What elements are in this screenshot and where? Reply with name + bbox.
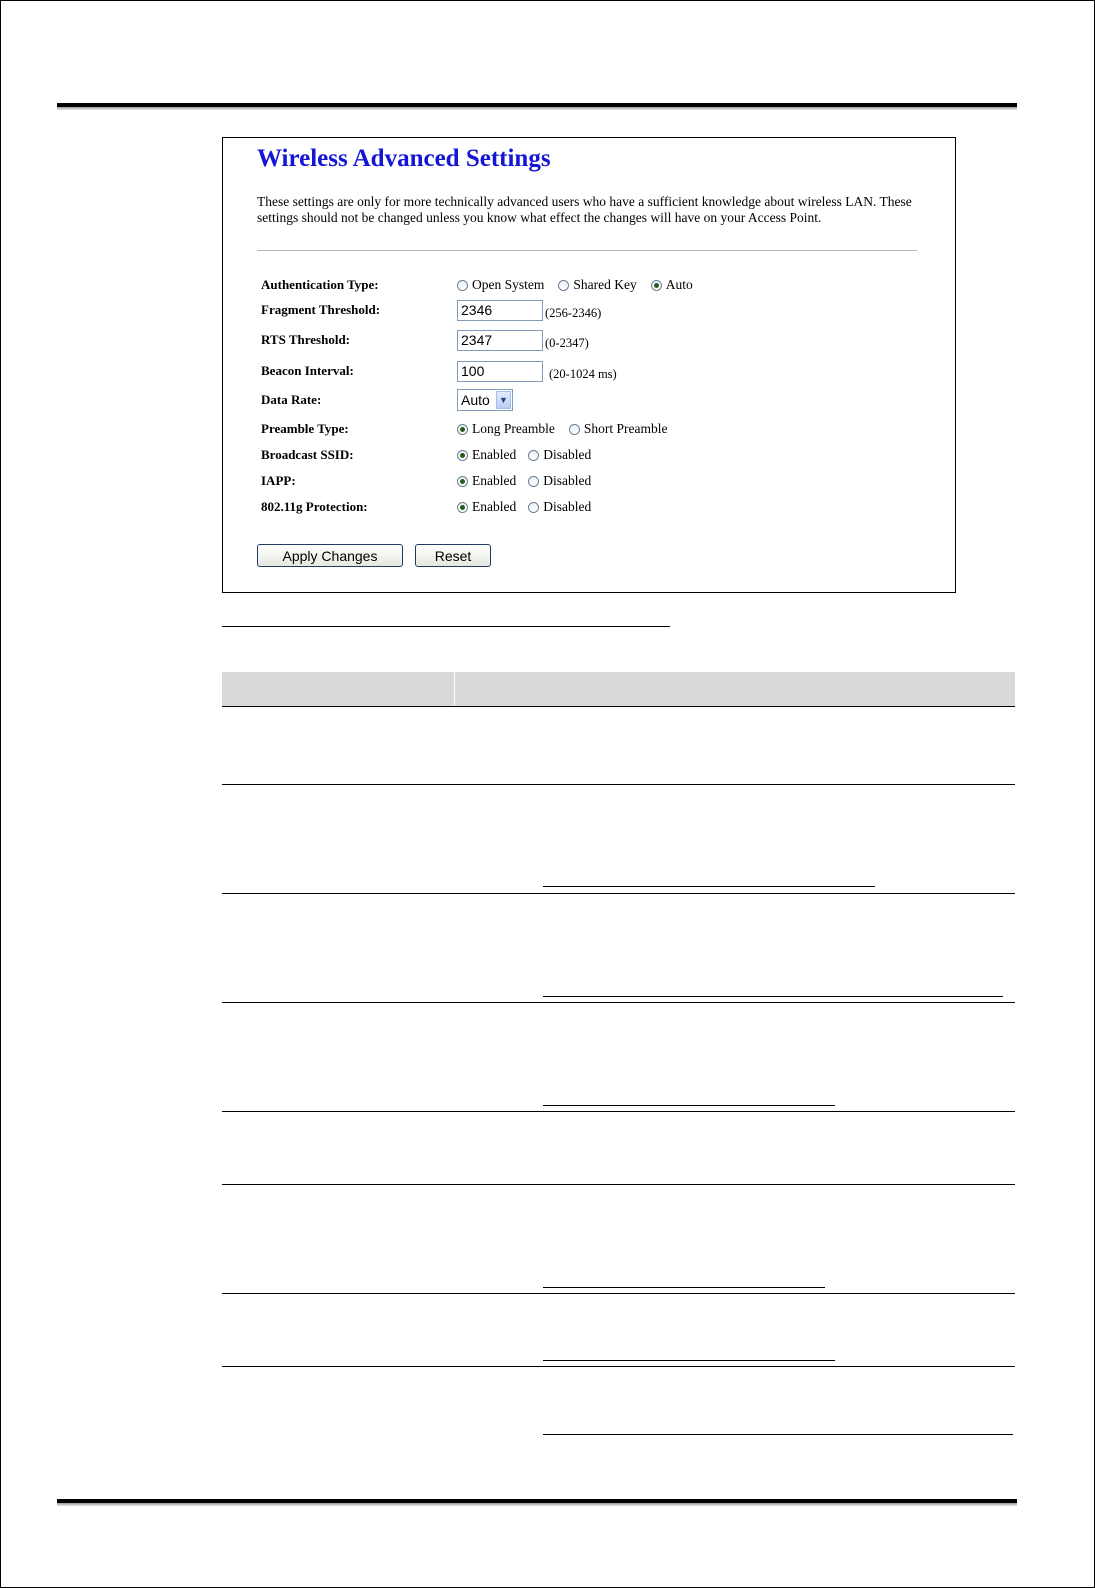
fragment-threshold-input[interactable]: 2346 [457,300,543,321]
data-rate-row [261,388,941,412]
iapp-row [261,469,941,493]
radio-icon [528,476,539,487]
auth-open-system-radio[interactable]: Open System [457,277,544,293]
table-row-separator [222,784,1015,785]
table-row-separator [222,1184,1015,1185]
iapp-disabled-radio[interactable]: Disabled [528,473,591,489]
g-protection-row [261,495,941,519]
broadcast-ssid-label: Broadcast SSID: [261,447,354,462]
footer-rule [57,1499,1017,1506]
page-description: These settings are only for more technically advanced users who have a sufficient knowledge about wireless LAN. These settings should not be changed unless you know what effect the changes will have on your Access Point. [257,194,912,225]
text-underline [543,1287,825,1288]
reset-button[interactable]: Reset [415,544,491,567]
rts-threshold-hint: (0-2347) [545,335,589,350]
radio-icon [528,450,539,461]
radio-checked-icon [457,450,468,461]
broadcast-ssid-row [261,443,941,467]
auth-auto-radio[interactable]: Auto [651,277,693,293]
table-header-rule [222,706,1015,707]
radio-checked-icon [457,424,468,435]
iapp-label: IAPP: [261,473,296,488]
auth-type-radios [457,273,707,297]
broadcast-ssid-enabled-radio[interactable]: Enabled [457,447,516,463]
g-protection-label: 802.11g Protection: [261,499,368,514]
settings-screenshot [222,137,956,593]
text-underline [543,886,875,887]
rts-threshold-row [261,328,941,352]
divider [257,250,917,251]
preamble-type-row [261,417,941,441]
beacon-interval-input[interactable]: 100 [457,361,543,382]
auth-type-row [261,273,941,297]
radio-icon [569,424,580,435]
table-row-separator [222,1293,1015,1294]
fragment-threshold-label: Fragment Threshold: [261,302,381,317]
preamble-type-label: Preamble Type: [261,421,349,436]
page-title: Wireless Advanced Settings [257,145,551,172]
short-preamble-radio[interactable]: Short Preamble [569,421,668,437]
table-header [222,672,1015,706]
radio-icon [457,280,468,291]
fragment-threshold-hint: (256-2346) [545,305,602,320]
table-row-separator [222,1111,1015,1112]
beacon-interval-label: Beacon Interval: [261,363,354,378]
radio-checked-icon [457,476,468,487]
rts-threshold-label: RTS Threshold: [261,332,351,347]
data-rate-value: Auto [461,392,490,408]
g-protection-disabled-radio[interactable]: Disabled [528,499,591,515]
header-rule [57,103,1017,110]
iapp-enabled-radio[interactable]: Enabled [457,473,516,489]
beacon-interval-hint: (20-1024 ms) [549,366,617,381]
table-row-separator [222,1002,1015,1003]
broadcast-ssid-disabled-radio[interactable]: Disabled [528,447,591,463]
long-preamble-radio[interactable]: Long Preamble [457,421,555,437]
fragment-threshold-row [261,298,941,322]
data-rate-label: Data Rate: [261,392,322,407]
text-underline [543,1434,1013,1435]
auth-shared-key-radio[interactable]: Shared Key [558,277,636,293]
radio-checked-icon [457,502,468,513]
text-underline [543,996,1003,997]
beacon-interval-row [261,359,941,383]
radio-icon [528,502,539,513]
apply-changes-button[interactable]: Apply Changes [257,544,403,567]
chevron-down-icon: ▼ [496,391,511,409]
radio-icon [558,280,569,291]
g-protection-enabled-radio[interactable]: Enabled [457,499,516,515]
auth-type-label: Authentication Type: [261,277,379,292]
table-row-separator [222,893,1015,894]
radio-checked-icon [651,280,662,291]
caption-underline [222,626,670,627]
text-underline [543,1105,835,1106]
rts-threshold-input[interactable]: 2347 [457,330,543,351]
table-row-separator [222,1366,1015,1367]
data-rate-select[interactable] [457,389,513,411]
text-underline [543,1360,835,1361]
